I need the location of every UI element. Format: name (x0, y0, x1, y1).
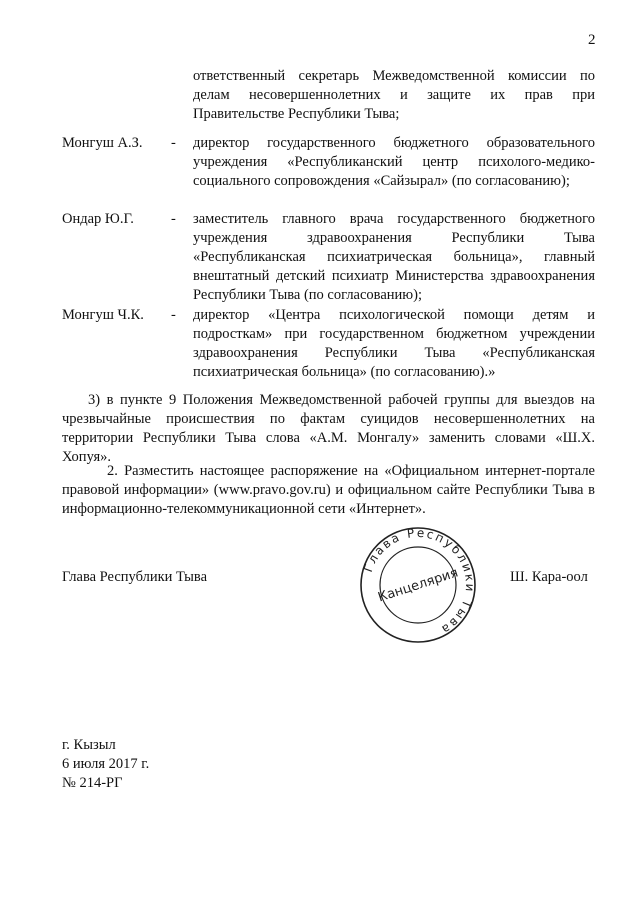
paragraph-item-3: 3) в пункте 9 Положения Межведомственной рабочей группы для выездов на чрезвычайные происшествия по фактам суицидов несовершеннолетних на территории Республики Тыва слова «А.М. Монгалу» заменить словами «Ш.Х. Хопуя». (62, 392, 595, 465)
member-dash-1: - (171, 135, 176, 151)
seal-ring-text: Глава Республики Тыва (360, 525, 478, 638)
member-name-1: Монгуш А.З. (62, 135, 143, 151)
footer-date: 6 июля 2017 г. (62, 756, 150, 772)
document-footer (62, 736, 149, 793)
member-role-2: заместитель главного врача государственного бюджетного учреждения здравоохранения Республики Тыва «Республиканская психиатрическая больница», главный внештатный детский психиатр Министерства здравоохранения Республики Тыва (по согласованию); (193, 211, 595, 303)
signatory-title: Глава Республики Тыва (62, 569, 208, 585)
signatory-name: Ш. Кара-оол (510, 569, 588, 585)
member-role-3: директор «Центра психологической помощи детям и подросткам» при государственном бюджетном учреждении здравоохранения Республики Тыва «Республиканская психиатрическая больница» (по согласованию).» (193, 307, 595, 380)
footer-city: г. Кызыл (62, 737, 116, 753)
member-dash-2: - (171, 211, 176, 227)
paragraph-item-2: 2. Разместить настоящее распоряжение на «Официальном интернет-портале правовой информации» (www.pravo.gov.ru) и официальном сайте Республики Тыва в информационно-телекоммуникационной сети «Интернет». (62, 463, 595, 517)
seal-center-text: Канцелярия (376, 565, 461, 606)
member-role-1: директор государственного бюджетного образовательного учреждения «Республиканский центр психолого-медико-социального сопровождения «Сайзырал» (по согласованию); (193, 135, 595, 189)
page-number: 2 (588, 32, 596, 48)
secretary-role-text: ответственный секретарь Межведомственной комиссии по делам несовершеннолетних и защите их прав при Правительстве Республики Тыва; (193, 68, 595, 122)
office-seal-stamp (358, 525, 478, 645)
member-dash-3: - (171, 307, 176, 323)
member-name-3: Монгуш Ч.К. (62, 307, 144, 323)
footer-doc-number: № 214-РГ (62, 775, 123, 791)
member-name-2: Ондар Ю.Г. (62, 211, 134, 227)
